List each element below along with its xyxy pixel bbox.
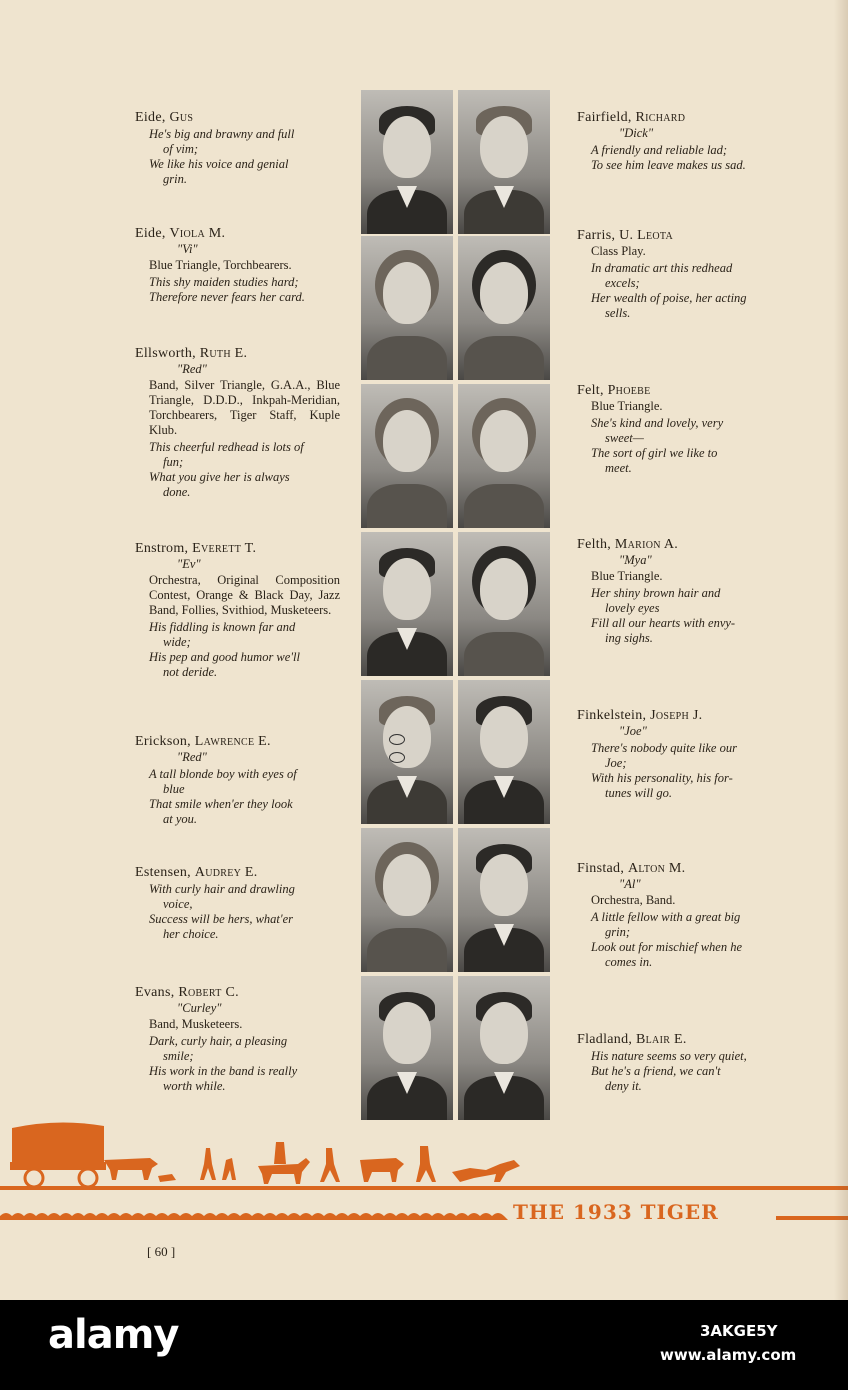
portrait-photo: [458, 976, 550, 1120]
student-verse: Her shiny brown hair and lovely eyes Fill all our hearts with envy- ing sighs.: [591, 586, 736, 645]
student-name: Felt, Phoebe: [577, 383, 651, 398]
student-verse: There's nobody quite like our Joe; With his personality, his for- tunes will go.: [591, 741, 737, 800]
student-verse: His nature seems so very quiet, But he's a friend, we can't deny it.: [591, 1049, 747, 1093]
student-name: Finkelstein, Joseph J.: [577, 708, 703, 723]
student-nickname: "Joe": [619, 724, 647, 738]
portrait-photo: [361, 532, 453, 676]
student-name: Felth, Marion A.: [577, 537, 679, 552]
image-id: 3AKGE5Y: [700, 1322, 778, 1340]
student-name: Fairfield, Richard: [577, 110, 686, 125]
portrait-photo: [361, 680, 453, 824]
entry-felth-marion: [577, 537, 782, 646]
student-verse: He's big and brawny and full of vim; We like his voice and genial grin.: [149, 127, 295, 186]
pack-mule-icon: [360, 1158, 404, 1182]
student-name: Finstad, Alton M.: [577, 861, 686, 876]
entry-fladland-blair: [577, 1032, 782, 1094]
student-activities: Orchestra, Original Composition Contest, Orange & Black Day, Jazz Band, Follies, Svithiod, Musketeers.: [149, 573, 340, 617]
student-nickname: "Al": [619, 877, 641, 891]
student-nickname: "Curley": [177, 1001, 222, 1015]
yearbook-title: THE 1933 TIGER: [513, 1200, 719, 1224]
brand-logo: alamy: [48, 1312, 179, 1358]
student-activities: Band, Silver Triangle, G.A.A., Blue Triangle, D.D.D., Inkpah-Meridian, Torchbearers, Tiger Staff, Kuple Klub.: [149, 378, 340, 437]
portrait-photo: [361, 976, 453, 1120]
portrait-photo: [458, 384, 550, 528]
student-activities: Band, Musketeers.: [149, 1017, 243, 1031]
student-activities: Blue Triangle.: [591, 399, 663, 413]
student-nickname: "Mya": [619, 553, 652, 567]
pioneer-procession-ornament: [0, 1120, 848, 1230]
brand-url: www.alamy.com: [660, 1346, 797, 1364]
student-name: Eide, Gus: [135, 110, 194, 125]
student-nickname: "Vi": [177, 242, 198, 256]
student-activities: Class Play.: [591, 244, 646, 258]
student-verse: His fiddling is known far and wide; His pep and good humor we'll not deride.: [149, 620, 300, 679]
portrait-photo: [458, 680, 550, 824]
student-verse: A friendly and reliable lad; To see him leave makes us sad.: [591, 143, 746, 172]
entry-farris-leota: [577, 228, 782, 321]
student-nickname: "Dick": [619, 126, 654, 140]
oxen-icon: [104, 1158, 158, 1180]
glasses-icon: [389, 732, 425, 742]
portrait-photo: [361, 90, 453, 234]
walking-figure-icon: [200, 1148, 216, 1180]
student-name: Farris, U. Leota: [577, 228, 673, 243]
student-nickname: "Ev": [177, 557, 201, 571]
entry-ellsworth-ruth: [135, 346, 340, 500]
entry-finkelstein-joseph: [577, 708, 782, 801]
student-activities: Blue Triangle.: [591, 569, 663, 583]
walking-figure-icon: [320, 1148, 340, 1182]
entry-felt-phoebe: [577, 383, 782, 476]
portrait-photo: [458, 532, 550, 676]
student-verse: In dramatic art this redhead excels; Her wealth of poise, her acting sells.: [591, 261, 747, 320]
plowman-icon: [452, 1160, 520, 1182]
student-name: Estensen, Audrey E.: [135, 865, 258, 880]
student-verse: She's kind and lovely, very sweet— The sort of girl we like to meet.: [591, 416, 724, 475]
student-verse: Dark, curly hair, a pleasing smile; His work in the band is really worth while.: [149, 1034, 298, 1093]
student-nickname: "Red": [177, 750, 207, 764]
covered-wagon-icon: [12, 1122, 104, 1164]
student-name: Ellsworth, Ruth E.: [135, 346, 248, 361]
student-activities: Orchestra, Band.: [591, 893, 676, 907]
student-name: Fladland, Blair E.: [577, 1032, 687, 1047]
portrait-photo: [361, 828, 453, 972]
student-activities: Blue Triangle, Torchbearers.: [149, 258, 292, 272]
student-name: Eide, Viola M.: [135, 226, 226, 241]
student-verse: A little fellow with a great big grin; Look out for mischief when he comes in.: [591, 910, 743, 969]
portrait-photo: [361, 236, 453, 380]
student-name: Enstrom, Everett T.: [135, 541, 257, 556]
student-nickname: "Red": [177, 362, 207, 376]
student-verse: This shy maiden studies hard; Therefore never fears her card.: [149, 275, 305, 304]
entry-evans-robert: [135, 985, 340, 1094]
student-verse: This cheerful redhead is lots of fun; What you give her is always done.: [149, 440, 304, 499]
entry-estensen-audrey: [135, 865, 340, 942]
entry-eide-gus: [135, 110, 340, 187]
student-name: Evans, Robert C.: [135, 985, 239, 1000]
entry-finstad-alton: [577, 861, 782, 970]
student-verse: A tall blonde boy with eyes of blue That smile when'er they look at you.: [149, 767, 297, 826]
portrait-photo: [458, 828, 550, 972]
page-number: [ 60 ]: [147, 1244, 176, 1259]
portrait-photo: [458, 90, 550, 234]
entry-eide-viola: [135, 226, 340, 305]
portrait-photo: [361, 384, 453, 528]
student-name: Erickson, Lawrence E.: [135, 734, 271, 749]
student-verse: With curly hair and drawling voice, Success will be hers, what'er her choice.: [149, 882, 295, 941]
entry-enstrom-everett: [135, 541, 340, 680]
entry-fairfield-richard: [577, 110, 782, 173]
portrait-photo: [458, 236, 550, 380]
entry-erickson-lawrence: [135, 734, 340, 827]
